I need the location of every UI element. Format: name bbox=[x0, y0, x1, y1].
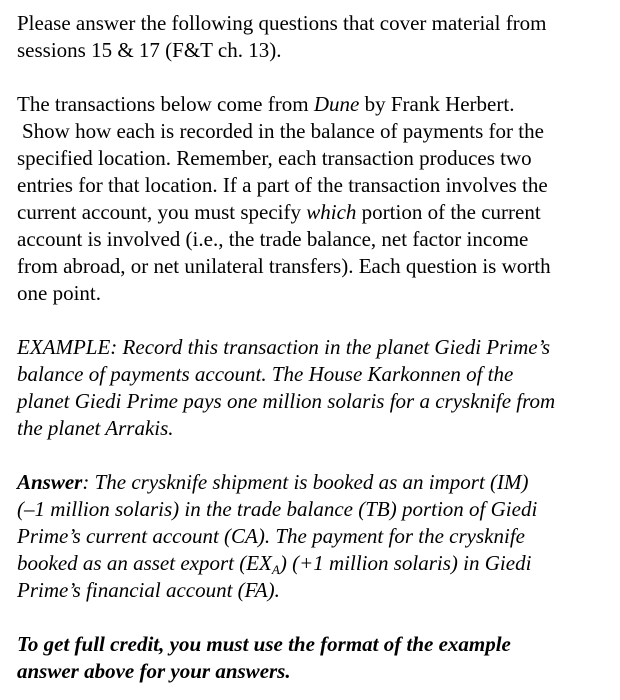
credit-note-line-2: answer above for your answers. bbox=[17, 659, 291, 683]
answer-text: booked as an asset export (EX bbox=[17, 551, 272, 575]
instructions-text: portion of the current bbox=[356, 200, 541, 224]
instructions-line-5 bbox=[17, 200, 541, 224]
paragraph-spacer bbox=[17, 604, 606, 631]
answer-paragraph bbox=[17, 469, 606, 604]
example-line-3: planet Giedi Prime pays one million solaris for a crysknife from bbox=[17, 389, 556, 413]
intro-line-1: Please answer the following questions that cover material from bbox=[17, 11, 547, 35]
book-title: Dune bbox=[313, 92, 360, 116]
answer-line-2: (–1 million solaris) in the trade balance (TB) portion of Giedi bbox=[17, 497, 538, 521]
credit-note-line-1: To get full credit, you must use the format of the example bbox=[17, 632, 511, 656]
instructions-line-6: account is involved (i.e., the trade balance, net factor income bbox=[17, 227, 529, 251]
example-line-4: the planet Arrakis. bbox=[17, 416, 174, 440]
answer-line-4 bbox=[17, 551, 531, 575]
instructions-paragraph bbox=[17, 91, 606, 307]
answer-label: Answer bbox=[17, 470, 83, 494]
instructions-line-4: entries for that location. If a part of the transaction involves the bbox=[17, 173, 548, 197]
answer-line-1 bbox=[17, 470, 529, 494]
intro-line-2: sessions 15 & 17 (F&T ch. 13). bbox=[17, 38, 282, 62]
asset-subscript: A bbox=[271, 562, 280, 577]
instructions-line-3: specified location. Remember, each transaction produces two bbox=[17, 146, 532, 170]
intro-paragraph bbox=[17, 10, 606, 64]
answer-line-5: Prime’s financial account (FA). bbox=[17, 578, 280, 602]
answer-text: ) (+1 million solaris) in Giedi bbox=[279, 551, 532, 575]
example-line-1: EXAMPLE: Record this transaction in the planet Giedi Prime’s bbox=[17, 335, 551, 359]
instructions-line-8: one point. bbox=[17, 281, 101, 305]
instructions-text: current account, you must specify bbox=[17, 200, 307, 224]
example-line-2: balance of payments account. The House Karkonnen of the bbox=[17, 362, 514, 386]
instructions-line-1 bbox=[17, 92, 514, 116]
paragraph-spacer bbox=[17, 307, 606, 334]
instructions-text: The transactions below come from bbox=[17, 92, 314, 116]
paragraph-spacer bbox=[17, 64, 606, 91]
answer-line-3: Prime’s current account (CA). The payment for the crysknife bbox=[17, 524, 525, 548]
instructions-text: by Frank Herbert. bbox=[359, 92, 515, 116]
credit-note-paragraph bbox=[17, 631, 606, 685]
answer-text: : The crysknife shipment is booked as an import (IM) bbox=[82, 470, 529, 494]
instructions-line-2: Show how each is recorded in the balance of payments for the bbox=[22, 119, 544, 143]
instructions-line-7: from abroad, or net unilateral transfers). Each question is worth bbox=[17, 254, 551, 278]
paragraph-spacer bbox=[17, 442, 606, 469]
emphasis-which: which bbox=[306, 200, 357, 224]
example-paragraph bbox=[17, 334, 606, 442]
